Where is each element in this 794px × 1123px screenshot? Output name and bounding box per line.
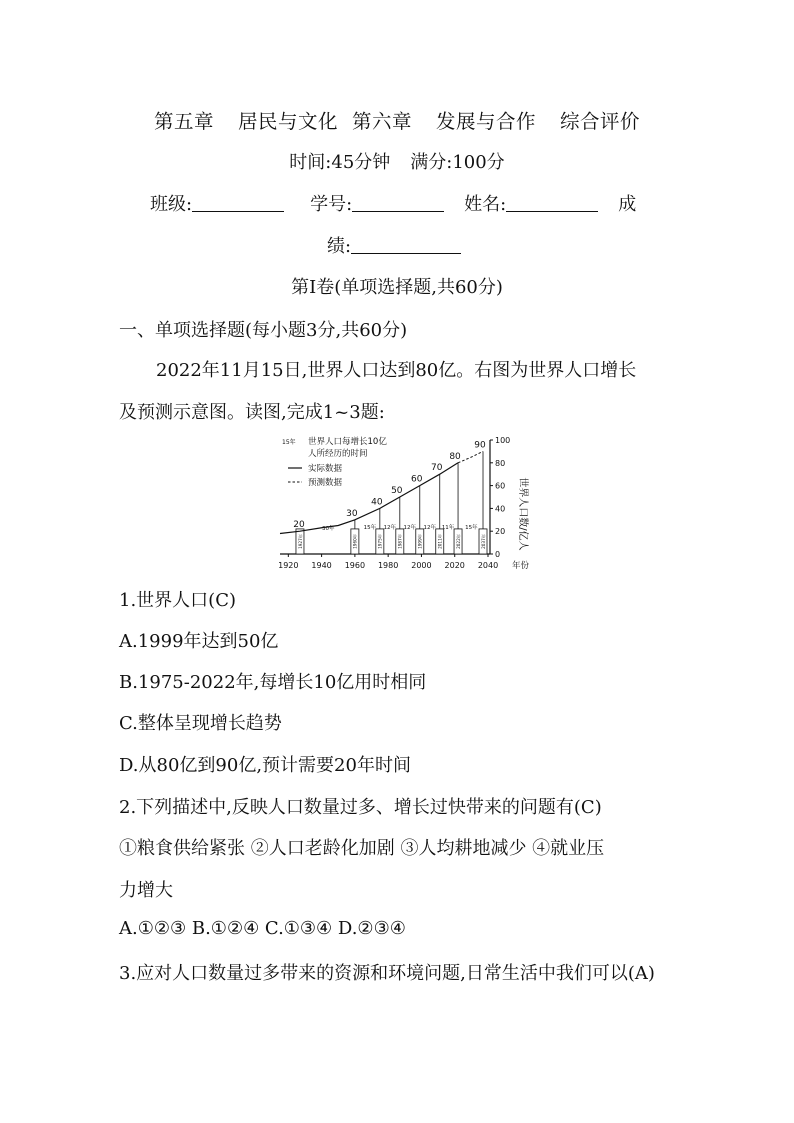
milestone-year-label: 2037年 <box>480 534 486 549</box>
interval-label: 12年 <box>383 524 397 531</box>
part-title: 一、单项选择题(每小题3分,共60分) <box>119 320 408 341</box>
x-tick-label: 1980 <box>377 561 399 570</box>
question-3-stem: 3.应对人口数量过多带来的资源和环境问题,日常生活中我们可以(A) <box>119 963 655 984</box>
milestone-value-label: 20 <box>293 520 305 531</box>
legend-interval-sample: 15年 <box>282 439 296 446</box>
x-tick-label: 1960 <box>344 561 366 570</box>
student-number-label: 学号: <box>310 194 353 215</box>
milestone-value-label: 30 <box>346 508 358 519</box>
question-2-items-line-2: 力增大 <box>119 880 173 901</box>
interval-label: 30年 <box>322 526 335 533</box>
question-1-option-a[interactable]: A.1999年达到50亿 <box>119 631 279 652</box>
y-tick-label: 100 <box>495 436 511 445</box>
student-info-row <box>150 190 636 216</box>
question-2-items-line-1: ①粮食供给紧张 ②人口老龄化加剧 ③人均耕地减少 ④就业压 <box>119 838 605 859</box>
title-evaluation: 综合评价 <box>560 110 641 133</box>
milestone-year-label: 1987年 <box>397 534 403 549</box>
interval-label: 15年 <box>465 524 478 531</box>
volume-title: 第Ⅰ卷(单项选择题,共60分) <box>291 277 503 298</box>
title-chapter6: 第六章 <box>351 110 412 133</box>
question-2-stem: 2.下列描述中,反映人口数量过多、增长过快带来的问题有(C) <box>119 797 602 818</box>
x-tick-label: 1940 <box>311 561 332 570</box>
y-tick-label: 40 <box>495 504 506 514</box>
milestone-year-label: 2011年 <box>437 534 443 549</box>
exam-meta <box>0 148 794 174</box>
milestone-year-label: 1999年 <box>417 534 423 549</box>
milestone-value-label: 50 <box>391 486 403 496</box>
intro-line-1: 2022年11月15日,世界人口达到80亿。右图为世界人口增长 <box>156 360 637 381</box>
legend-actual-label: 实际数据 <box>308 464 343 474</box>
class-label: 班级: <box>150 194 193 215</box>
title-chapter6-name: 发展与合作 <box>436 110 537 133</box>
milestone-year-label: 1960年 <box>352 534 358 549</box>
x-tick-label: 2040 <box>477 561 499 570</box>
interval-label: 11年 <box>441 524 455 531</box>
milestone-value-label: 70 <box>431 463 443 474</box>
question-1-option-c[interactable]: C.整体呈现增长趋势 <box>119 713 282 734</box>
x-tick-label: 1920 <box>278 561 299 570</box>
milestone-value-label: 80 <box>449 451 461 462</box>
milestone-year-label: 1927年 <box>297 534 303 549</box>
milestone-value-label: 60 <box>411 474 423 485</box>
intro-line-2: 及预测示意图。读图,完成1~3题: <box>119 402 385 423</box>
chart-legend <box>282 436 387 488</box>
name-field[interactable] <box>506 195 598 212</box>
full-score: 满分:100分 <box>410 152 505 173</box>
interval-label: 12年 <box>403 524 417 531</box>
y-tick-label: 20 <box>495 527 506 537</box>
time-limit: 时间:45分钟 <box>289 152 391 173</box>
interval-label: 12年 <box>423 524 437 531</box>
world-population-chart <box>262 430 532 574</box>
legend-forecast-label: 预测数据 <box>308 478 343 488</box>
question-1-stem: 1.世界人口(C) <box>119 590 236 611</box>
x-tick-label: 2020 <box>444 561 465 570</box>
milestone-value-label: 90 <box>474 440 486 451</box>
title-chapter5: 第五章 <box>153 110 214 133</box>
forecast-population-line <box>458 451 483 462</box>
title-chapter5-name: 居民与文化 <box>237 110 338 133</box>
x-tick-label: 2000 <box>411 561 432 570</box>
interval-label: 15年 <box>363 524 377 531</box>
score-label-part2: 绩: <box>327 236 352 257</box>
score-row <box>327 232 461 258</box>
milestone-value-label: 40 <box>371 497 383 508</box>
score-field[interactable] <box>351 237 461 254</box>
question-2-options[interactable]: A.①②③ B.①②④ C.①③④ D.②③④ <box>119 918 406 939</box>
page-title <box>0 106 794 134</box>
y-tick-label: 80 <box>495 458 506 468</box>
x-axis-label: 年份 <box>512 561 530 571</box>
class-field[interactable] <box>192 195 284 212</box>
student-number-field[interactable] <box>352 195 444 212</box>
milestone-year-label: 1975年 <box>377 534 383 549</box>
y-axis-label: 世界人口数/亿人 <box>517 477 528 551</box>
name-label: 姓名: <box>464 194 507 215</box>
actual-population-line <box>280 463 458 534</box>
legend-interval-label-1: 世界人口每增长10亿 <box>308 437 387 447</box>
milestone-year-label: 2022年 <box>455 534 461 549</box>
score-label-part1: 成 <box>618 194 637 215</box>
legend-interval-label-2: 人所经历的时间 <box>308 449 368 459</box>
question-1-option-b[interactable]: B.1975-2022年,每增长10亿用时相同 <box>119 672 427 693</box>
question-1-option-d[interactable]: D.从80亿到90亿,预计需要20年时间 <box>119 755 411 776</box>
y-tick-label: 0 <box>495 550 501 559</box>
y-tick-label: 60 <box>495 481 506 491</box>
